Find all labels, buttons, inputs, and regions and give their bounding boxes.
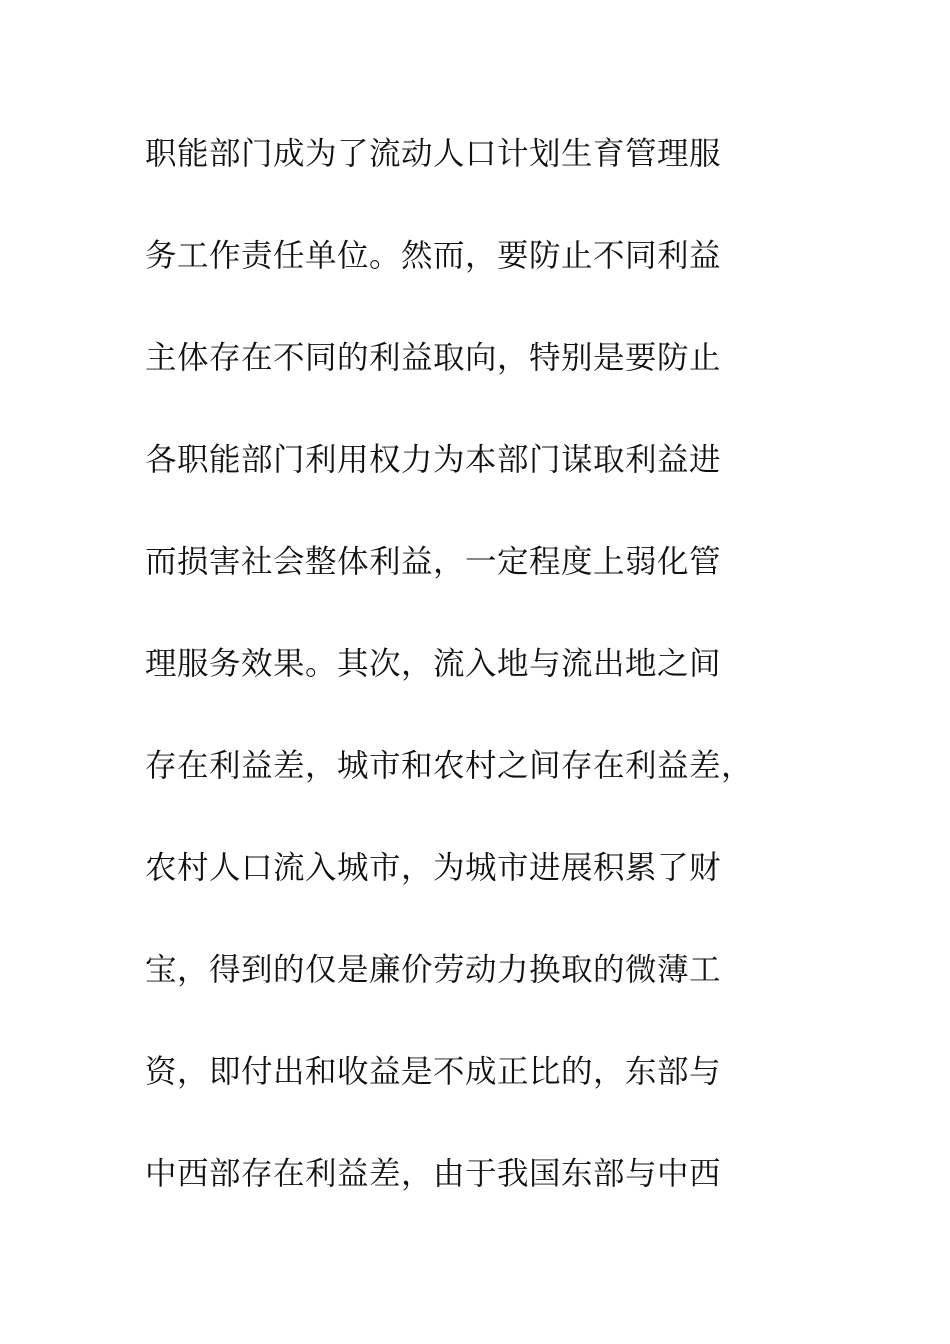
text-line: 职能部门成为了流动人口计划生育管理服 (145, 136, 722, 172)
body-text (145, 128, 845, 1250)
text-line: 资，即付出和收益是不成正比的，东部与 (145, 1054, 722, 1090)
text-line: 务工作责任单位。然而，要防止不同利益 (145, 238, 722, 274)
text-line: 理服务效果。其次，流入地与流出地之间 (145, 646, 722, 682)
text-line: 宝，得到的仅是廉价劳动力换取的微薄工 (145, 952, 722, 988)
text-line: 而损害社会整体利益，一定程度上弱化管 (145, 544, 722, 580)
text-line: 主体存在不同的利益取向，特别是要防止 (145, 340, 722, 376)
text-line: 农村人口流入城市，为城市进展积累了财 (145, 850, 722, 886)
text-line: 中西部存在利益差，由于我国东部与中西 (145, 1156, 722, 1192)
text-line: 各职能部门利用权力为本部门谋取利益进 (145, 442, 722, 478)
text-line: 存在利益差，城市和农村之间存在利益差， (145, 748, 754, 784)
